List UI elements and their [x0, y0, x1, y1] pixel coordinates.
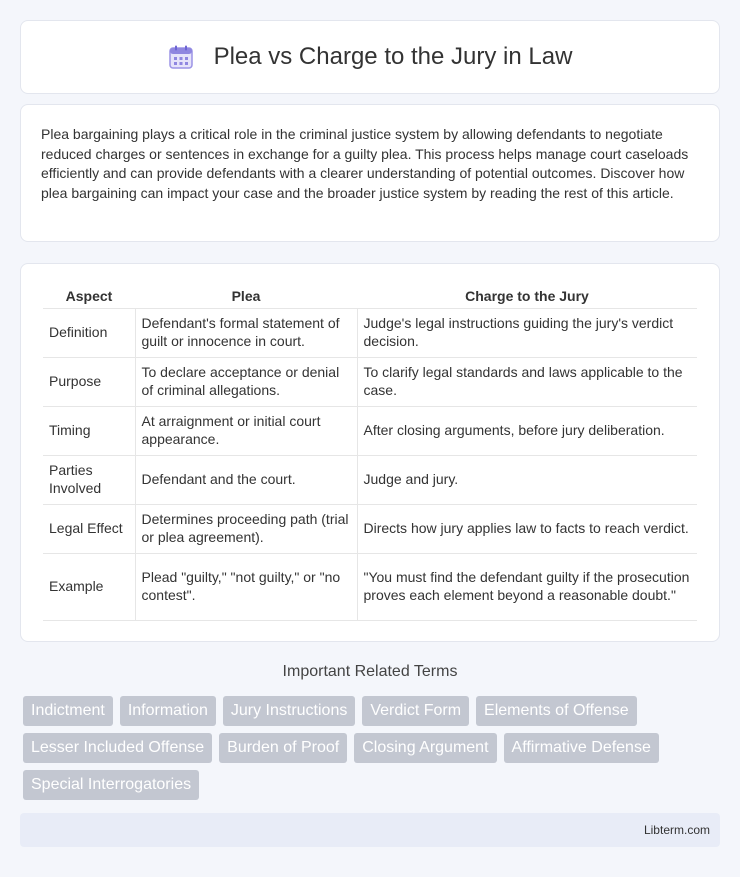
- table-cell: Parties Involved: [43, 455, 135, 504]
- comparison-table: [43, 284, 697, 621]
- page-title: Plea vs Charge to the Jury in Law: [213, 43, 573, 70]
- table-cell: Definition: [43, 308, 135, 357]
- related-term-tag[interactable]: Elements of Offense: [476, 696, 637, 726]
- column-header-aspect: Aspect: [43, 284, 135, 308]
- table-row: [43, 553, 697, 620]
- footer-site-link[interactable]: Libterm.com: [643, 823, 710, 837]
- table-cell: Judge and jury.: [357, 455, 697, 504]
- comparison-table-card: [20, 263, 720, 642]
- table-row: [43, 455, 697, 504]
- table-cell: Determines proceeding path (trial or plea agreement).: [135, 504, 357, 553]
- table-cell: To declare acceptance or denial of criminal allegations.: [135, 357, 357, 406]
- column-header-charge: Charge to the Jury: [357, 284, 697, 308]
- related-term-tag[interactable]: Burden of Proof: [219, 733, 347, 763]
- table-cell: "You must find the defendant guilty if the prosecution proves each element beyond a reasonable doubt.": [357, 553, 697, 620]
- table-cell: Plead "guilty," "not guilty," or "no contest".: [135, 553, 357, 620]
- table-cell: After closing arguments, before jury deliberation.: [357, 406, 697, 455]
- related-term-tag[interactable]: Information: [120, 696, 216, 726]
- intro-text: Plea bargaining plays a critical role in the criminal justice system by allowing defendants to negotiate reduced charges or sentences in exchange for a guilty plea. This process helps manage court caseloads efficiently and can provide defendants with a clearer understanding of potential outcomes. Discover how plea bargaining can impact your case and the broader justice system by reading the rest of this article.: [41, 126, 689, 201]
- column-header-plea: Plea: [135, 284, 357, 308]
- calendar-icon: [168, 44, 194, 70]
- table-cell: Defendant's formal statement of guilt or innocence in court.: [135, 308, 357, 357]
- related-term-tag[interactable]: Verdict Form: [362, 696, 469, 726]
- table-cell: Timing: [43, 406, 135, 455]
- table-cell: To clarify legal standards and laws applicable to the case.: [357, 357, 697, 406]
- related-term-tag[interactable]: Jury Instructions: [223, 696, 355, 726]
- header-card: [20, 20, 720, 94]
- table-cell: Defendant and the court.: [135, 455, 357, 504]
- table-row: [43, 357, 697, 406]
- related-term-tag[interactable]: Affirmative Defense: [504, 733, 659, 763]
- related-term-tag[interactable]: Lesser Included Offense: [23, 733, 212, 763]
- table-cell: At arraignment or initial court appearance.: [135, 406, 357, 455]
- related-term-tag[interactable]: Indictment: [23, 696, 113, 726]
- table-cell: Directs how jury applies law to facts to reach verdict.: [357, 504, 697, 553]
- table-row: [43, 406, 697, 455]
- intro-card: [20, 104, 720, 242]
- table-cell: Legal Effect: [43, 504, 135, 553]
- table-cell: Purpose: [43, 357, 135, 406]
- table-row: [43, 504, 697, 553]
- footer: [20, 813, 720, 847]
- related-term-tag[interactable]: Special Interrogatories: [23, 770, 199, 800]
- related-terms-list: [23, 696, 723, 807]
- table-cell: Example: [43, 553, 135, 620]
- table-row: [43, 308, 697, 357]
- related-term-tag[interactable]: Closing Argument: [354, 733, 496, 763]
- related-terms-title: Important Related Terms: [282, 663, 458, 680]
- table-cell: Judge's legal instructions guiding the jury's verdict decision.: [357, 308, 697, 357]
